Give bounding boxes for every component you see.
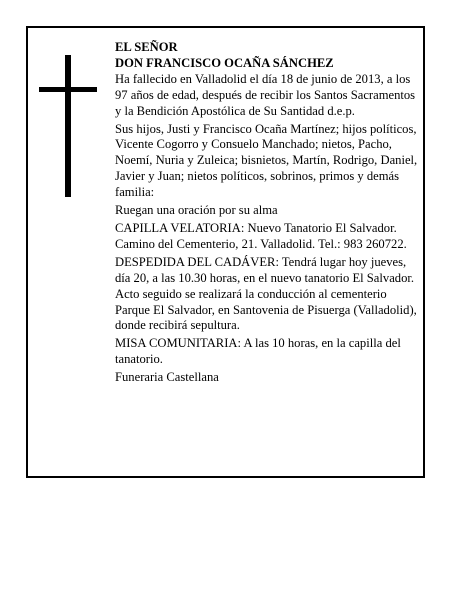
farewell-text: Tendrá lugar hoy jueves, día 20, a las 10.30 horas, en el nuevo tanatorio El Salvador. Acto seguido se realizará la conducción al cementerio Parque El Salvador, en Santovenia de Pisuerga (Valladolid), donde recibirá sepultura. [115, 254, 417, 333]
mass-label: MISA COMUNITARIA: [115, 336, 241, 351]
farewell-label: DESPEDIDA DEL CADÁVER: [115, 254, 279, 269]
chapel-text: Nuevo Tanatorio El Salvador. Camino del Cementerio, 21. Valladolid. Tel.: 983 260722. [115, 220, 407, 251]
funeral-home: Funeraria Castellana [115, 370, 219, 385]
prayer-request: Ruegan una oración por su alma [115, 203, 278, 218]
mass-text: A las 10 horas, en la capilla del tanatorio. [115, 336, 401, 367]
cross-horizontal-bar [39, 87, 97, 92]
title-line-2: DON FRANCISCO OCAÑA SÁNCHEZ [115, 55, 334, 70]
latin-cross-icon [39, 55, 97, 197]
family-list: Sus hijos, Justi y Francisco Ocaña Martínez; hijos políticos, Vicente Cogorro y Consuelo Manchado; nietos, Pacho, Noemí, Nuria y Zuleica; bisnietos, Martín, Rodrigo, Daniel, Javier y Juan; nietos políticos, sobrinos, primos y demás familia: [115, 121, 418, 200]
notice-text [115, 40, 419, 386]
title-line-1: EL SEÑOR [115, 40, 178, 54]
chapel-info [115, 221, 419, 253]
cross-vertical-bar [65, 55, 71, 197]
farewell-info [115, 255, 419, 335]
chapel-label: CAPILLA VELATORIA: [115, 220, 245, 235]
death-announcement: Ha fallecido en Valladolid el día 18 de junio de 2013, a los 97 años de edad, después de recibir los Santos Sacramentos y la Bendición Apostólica de Su Santidad d.e.p. [115, 71, 416, 118]
mass-info [115, 336, 419, 368]
obituary-notice [26, 26, 425, 478]
